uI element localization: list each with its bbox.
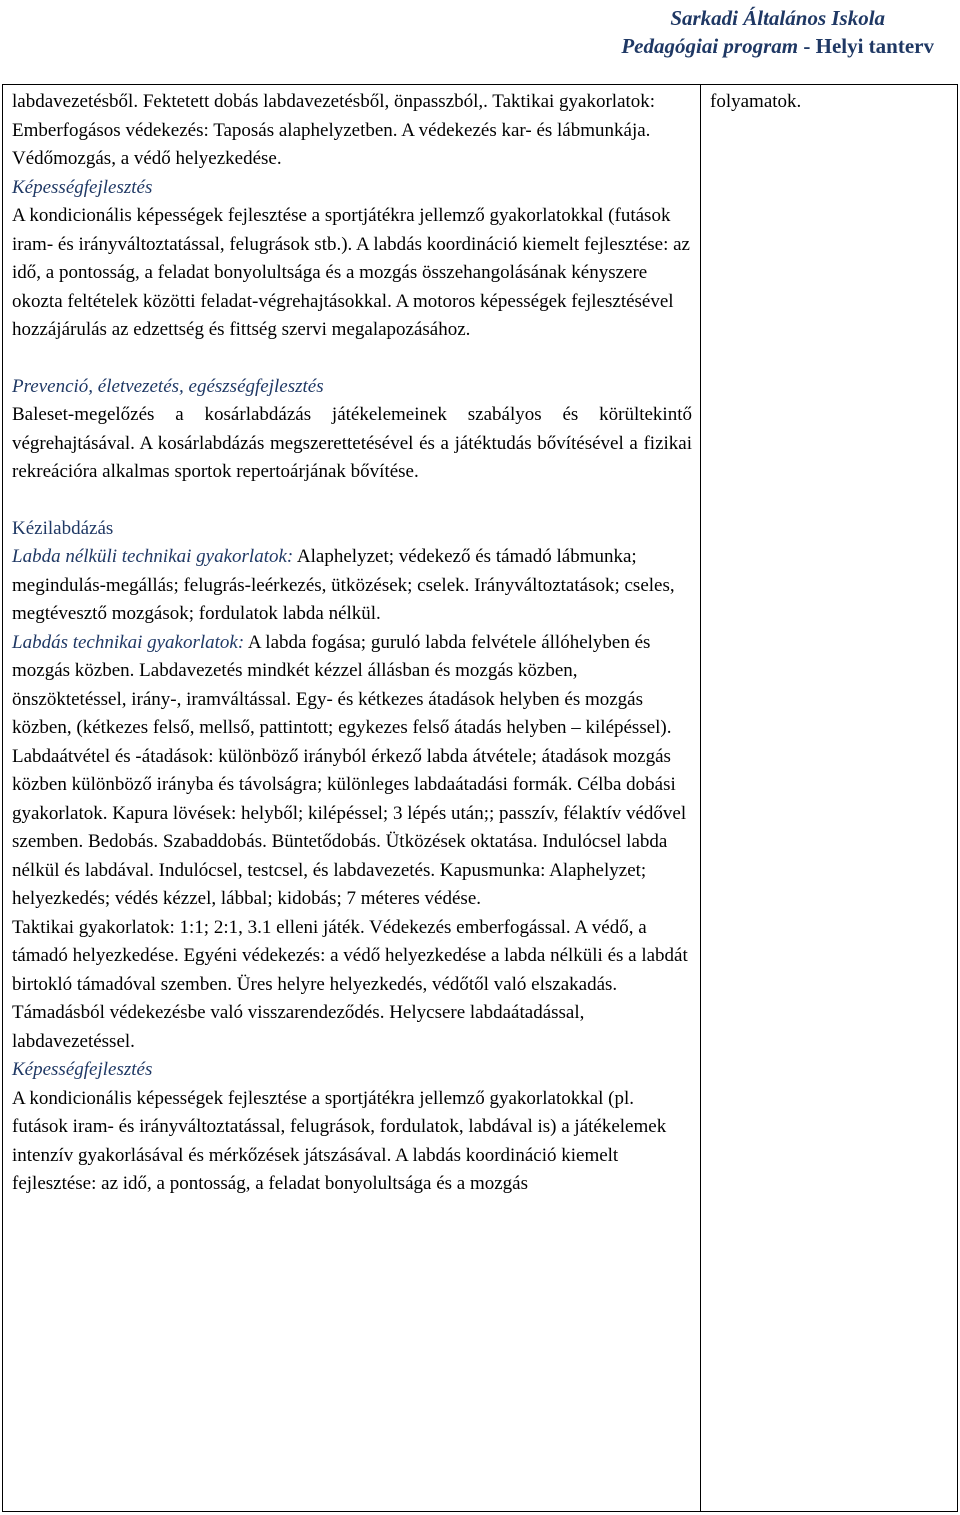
skills-text-1: [12, 202, 692, 345]
tactics-text: Taktikai gyakorlatok: 1:1; 2:1, 3.1 elleni játék. Védekezés emberfogással. A védő, a támadó helyezkedése. Egyéni védekezés: a védő helyezkedése a labda nélküli és a labdát birtokló támadóval szemben. Üres helyre helyezkedés, védőtől való elszakadás. Támadásból védekezésbe való visszarendeződés. Helycsere labdaátadással, labdavezetéssel.: [12, 916, 688, 1052]
no-ball-text: Alaphelyzet; védekező és támadó lábmunka; megindulás-megállás; felugrás-leérkezés, ütközések; cselek. Irányváltoztatások; cseles, megtévesztő mozgások; fordulatok labda nélkül.: [12, 546, 675, 624]
no-ball-exercises: [12, 543, 692, 629]
prevention-heading: Prevenció, életvezetés, egészségfejlesztés: [12, 375, 324, 397]
no-ball-label: Labda nélküli technikai gyakorlatok:: [12, 546, 294, 567]
prevention-text: Baleset-megelőzés a kosárlabdázás játékelemeinek szabályos és körültekintő végrehajtásával. A kosárlabdázás megszerettetésével és a játéktudás bővítésével a fizikai rekreációra alkalmas sportok repertoárjának bővítése.: [12, 404, 692, 482]
curriculum-name: Helyi tanterv: [815, 34, 934, 58]
school-name: Sarkadi Általános Iskola: [670, 6, 886, 30]
program-name: Pedagógiai program: [621, 34, 799, 58]
skills-text-1a: A kondicionális képességek fejlesztése a sportjátékra jellemző gyakorlatokkal (futások iram- és irányváltoztatással, felugrások stb.).: [12, 205, 671, 255]
ball-text: A labda fogása; guruló labda felvétele állóhelyben és mozgás közben. Labdavezetés mindkét kézzel állásban és mozgás közben, önszöktetéssel, irány-, iramváltással. Egy- és kétkezes átadások helyben és mozgás közben, (kétkezes felső, mellső, pattintott; egykezes felső átadás helyben – kilépéssel). Labdaátvétel és -átadások: különböző irányból érkező labda átvétele; átadások mozgás közben különböző irányba és távolságra; különleges labdaátadási formák. Célba dobási gyakorlatok. Kapura lövések: helyből; kilépéssel; 3 lépés után;; passzív, félaktív védővel szemben. Bedobás. Szabaddobás. Büntetődobás. Ütközések oktatása. Indulócsel labda nélkül és labdával. Indulócsel, testcsel, és labdavezetés. Kapusmunka: Alaphelyzet; helyezkedés; védés kézzel, lábbal; kidobás; 7 méteres védése.: [12, 631, 687, 909]
skills-text-1b: A labdás koordináció kiemelt fejlesztése: az idő, a pontosság, a feladat bonyolultsága és a mozgás összehangolásának kényszere okozta feltételek közötti feladat-végrehajtásokkal. A motoros képességek fejlesztésével hozzájárulás az edzettség és fittség szervi megalapozásához.: [12, 233, 690, 340]
side-cell: [701, 85, 958, 1512]
side-text: folyamatok.: [710, 91, 802, 112]
ball-label: Labdás technikai gyakorlatok:: [12, 631, 245, 653]
basketball-technique-text: labdavezetésből. Fektetett dobás labdavezetésből, önpasszból,. Taktikai gyakorlatok: Emberfogásos védekezés: Taposás alaphelyzetben. A védekezés kar- és lábmunkája. Védőmozgás, a védő helyezkedése.: [12, 91, 656, 169]
curriculum-table: [2, 84, 958, 1512]
handball-heading: Kézilabdázás: [12, 517, 114, 539]
skills-heading-2: Képességfejlesztés: [12, 1059, 153, 1080]
ball-exercises: [12, 629, 692, 914]
document-header: [621, 4, 934, 60]
skills-heading-1: Képességfejlesztés: [12, 176, 153, 198]
skills-text-2: A kondicionális képességek fejlesztése a sportjátékra jellemző gyakorlatokkal (pl. futások iram- és irányváltoztatással, felugrások, fordulatok, labdával is) a játékelemek intenzív gyakorlásával és mérkőzések játszásával. A labdás koordináció kiemelt fejlesztése: az idő, a pontosság, a feladat bonyolultsága és a mozgás: [12, 1087, 667, 1194]
program-title: [621, 32, 934, 60]
title-separator: -: [798, 34, 816, 58]
content-cell: [3, 85, 701, 1512]
